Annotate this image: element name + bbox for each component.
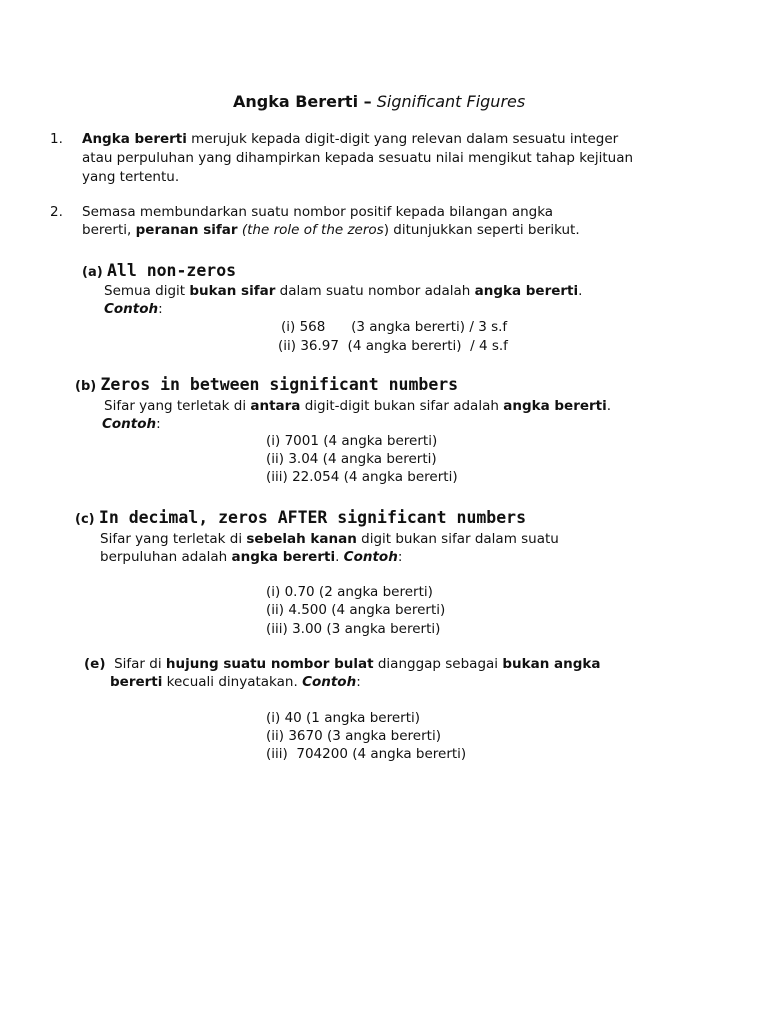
section-e-label: (e) [84,656,106,672]
section-c-bold-2: angka bererti [231,549,336,565]
section-e-bold-1: hujung suatu nombor bulat [165,656,374,672]
section-b-heading: Zeros in between significant numbers [100,375,459,394]
section-c-example-1: (i) 0.70 (2 angka bererti) [266,584,433,600]
section-c-example-3: (iii) 3.00 (3 angka bererti) [266,621,441,637]
section-b-example-1: (i) 7001 (4 angka bererti) [266,433,438,449]
section-c-text-1b: digit bukan sifar dalam suatu [356,531,559,547]
section-c-contoh-colon: : [397,549,403,565]
item-1-line-3: yang tertentu. [82,169,180,185]
section-b-desc-end: . [606,398,612,414]
section-a-desc-bold-1: bukan sifar [189,283,276,299]
title-subtitle: Significant Figures [376,92,526,111]
section-a-desc-end: . [578,283,583,299]
section-e-example-2: (ii) 3670 (3 angka bererti) [266,728,441,744]
section-a-contoh [104,300,163,318]
section-a-desc-bold-2: angka bererti [474,283,579,299]
section-c-contoh-word: Contoh [343,549,398,565]
section-b-desc-bold-1: antara [250,398,301,414]
section-b-desc-b: digit-digit bukan sifar adalah [300,398,504,414]
section-e-bold-3: bererti [110,674,163,690]
section-e-line-1 [84,655,601,673]
section-a-heading: All non-zeros [106,261,237,280]
section-e-example-3: (iii) 704200 (4 angka bererti) [266,746,467,762]
item-2-text-a: bererti, [82,222,136,238]
item-1-term: Angka bererti [82,131,187,147]
section-a-desc-a: Semua digit [104,283,190,299]
section-e-example-1: (i) 40 (1 angka bererti) [266,710,421,726]
section-e-bold-2: bukan angka [502,656,601,672]
section-e-text-1a: Sifar di [105,656,166,672]
item-1-number: 1. [50,131,63,147]
item-1-line-1 [82,130,618,148]
section-b-desc-bold-2: angka bererti [503,398,607,414]
section-c-text-1a: Sifar yang terletak di [100,531,247,547]
section-c-heading-row [75,508,526,529]
section-c-text-2b: . [335,549,344,565]
item-2-bold: peranan sifar [135,222,238,238]
section-a-label: (a) [82,265,103,280]
section-c-line-2 [100,548,402,566]
section-b-contoh-word: Contoh [102,416,157,432]
section-a-example-2: (ii) 36.97 (4 angka bererti) / 4 s.f [278,338,508,354]
section-c-heading: In decimal, zeros AFTER significant numbers [98,508,527,527]
section-c-example-2: (ii) 4.500 (4 angka bererti) [266,602,446,618]
section-e-text-2a: kecuali dinyatakan. [162,674,303,690]
section-b-heading-row [75,375,458,396]
section-b-example-3: (iii) 22.054 (4 angka bererti) [266,469,458,485]
item-2-line-2 [82,221,580,239]
section-a-contoh-word: Contoh [104,301,159,317]
item-2-line-1: Semasa membundarkan suatu nombor positif kepada bilangan angka [82,204,554,220]
section-e-text-1b: dianggap sebagai [373,656,503,672]
section-e-contoh-word: Contoh [302,674,357,690]
section-c-line-1 [100,530,559,548]
section-b-label: (b) [75,379,97,394]
section-a-heading-row [82,261,236,282]
section-a-example-1: (i) 568 (3 angka bererti) / 3 s.f [281,319,508,335]
item-2-number: 2. [50,204,63,220]
section-c-label: (c) [75,512,95,527]
item-1-line-2: atau perpuluhan yang dihampirkan kepada sesuatu nilai mengikut tahap kejituan [82,150,634,166]
item-2-italic: (the role of the zeros [237,222,384,238]
section-b-contoh [102,415,161,433]
item-2-text-end: ) ditunjukkan seperti berikut. [383,222,580,238]
section-c-text-2a: berpuluhan adalah [100,549,232,565]
section-a-desc-b: dalam suatu nombor adalah [275,283,475,299]
section-e-line-2 [110,673,361,691]
section-b-description [104,397,611,415]
title-main: Angka Bererti – [233,92,372,111]
section-b-example-2: (ii) 3.04 (4 angka bererti) [266,451,437,467]
section-b-contoh-colon: : [156,416,161,432]
section-a-description [104,282,582,300]
section-c-bold-1: sebelah kanan [246,531,357,547]
section-a-contoh-colon: : [158,301,163,317]
item-1-text: merujuk kepada digit-digit yang relevan dalam sesuatu integer [186,131,619,147]
section-b-desc-a: Sifar yang terletak di [104,398,251,414]
section-e-contoh-colon: : [356,674,361,690]
page-title [233,92,525,112]
